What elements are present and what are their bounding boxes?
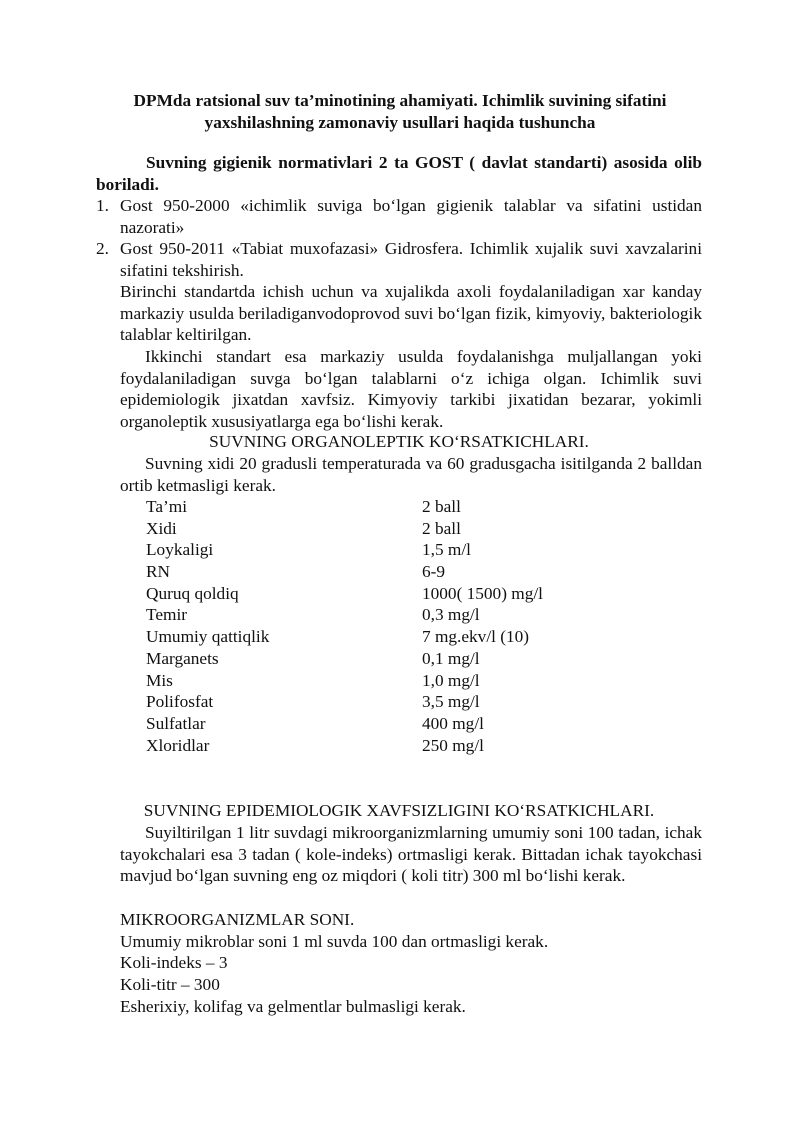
intro-paragraph: Suvning gigienik normativlari 2 ta GOST ( davlat standarti) asosida olib boriladi. (96, 153, 702, 194)
gost-list (96, 195, 702, 282)
list-number: 2. (96, 239, 109, 259)
list-number: 1. (96, 196, 109, 215)
organoleptic-heading: SUVNING ORGANOLEPTIK KO‘RSATKICHLARI. (209, 432, 589, 451)
indicator-value: 1,0 mg/l (422, 670, 480, 690)
microorganisms-line: Koli-indeks – 3 (120, 953, 228, 972)
table-row (146, 670, 596, 692)
indicators-table (146, 496, 596, 756)
list-item-text: Gost 950-2000 «ichimlik suviga bo‘lgan gigienik talablar va sifatini ustidan nazorati» (120, 196, 702, 237)
indicator-name: Umumiy qattiqlik (146, 627, 270, 647)
table-row (146, 713, 596, 735)
title-line-1: DPMda ratsional suv ta’minotining ahamiyati. Ichimlik suvining sifatini (133, 91, 667, 110)
table-row (146, 691, 596, 713)
indicator-name: Polifosfat (146, 692, 214, 712)
table-row (146, 539, 596, 561)
first-standard-paragraph: Birinchi standartda ichish uchun va xujalikda axoli foydalaniladigan xar kanday markaziy usulda beriladiganvodoprovod suvi bo‘lgan fizik, kimyoviy, bakteriologik talablar keltirilgan. (120, 282, 702, 345)
list-item (96, 238, 702, 281)
indicator-value: 0,1 mg/l (422, 648, 480, 668)
indicator-value: 6-9 (422, 562, 446, 582)
indicator-name: Sulfatlar (146, 713, 206, 733)
list-item-text: Gost 950-2011 «Tabiat muxofazasi» Gidrosfera. Ichimlik xujalik suvi xavzalarini sifatini tekshirish. (120, 239, 702, 281)
microorganisms-line: Esherixiy, kolifag va gelmentlar bulmasligi kerak. (120, 997, 466, 1016)
indicator-value: 2 ball (422, 497, 461, 516)
indicator-name: Loykaligi (146, 540, 214, 560)
second-standard-paragraph: Ikkinchi standart esa markaziy usulda foydalanishga muljallangan yoki foydalaniladigan suvga bo‘lgan talablarni o‘z ichiga olgan. Ichimlik suvi epidemiologik jixatdan xavfsiz. Kimyoviy tarkibi jixatidan bezarar, yokimli organoleptik xususiyatlarga ega bo‘lishi kerak. (120, 347, 702, 432)
table-row (146, 583, 596, 605)
microorganisms-heading: MIKROORGANIZMLAR SONI. (120, 910, 355, 929)
organoleptic-paragraph: Suvning xidi 20 gradusli temperaturada va 60 gradusgacha isitilganda 2 balldan ortib ketmasligi kerak. (120, 454, 702, 495)
indicator-value: 3,5 mg/l (422, 692, 480, 712)
epidemiologic-paragraph: Suyiltirilgan 1 litr suvdagi mikroorganizmlarning umumiy soni 100 tadan, ichak tayokchalari esa 3 tadan ( kole-indeks) ortmasligi kerak. Bittadan ichak tayokchasi mavjud bo‘lgan suvning eng oz miqdori ( koli titr) 300 ml bo‘lishi kerak. (120, 823, 702, 886)
table-row (146, 561, 596, 583)
indicator-value: 7 mg.ekv/l (10) (422, 627, 530, 647)
indicator-value: 2 ball (422, 518, 461, 538)
document-title (100, 90, 700, 134)
table-row (146, 604, 596, 626)
table-row (146, 518, 596, 540)
indicator-name: Mis (146, 670, 173, 690)
epidemiologic-heading: SUVNING EPIDEMIOLOGIK XAVFSIZLIGINI KO‘RSATKICHLARI. (143, 801, 655, 820)
microorganisms-line: Koli-titr – 300 (120, 975, 220, 994)
indicator-value: 1000( 1500) mg/l (422, 583, 543, 603)
indicator-value: 250 mg/l (422, 735, 484, 755)
indicator-name: Xidi (146, 518, 177, 538)
table-row (146, 648, 596, 670)
indicator-name: Temir (146, 605, 188, 625)
indicator-name: Quruq qoldiq (146, 583, 239, 603)
indicator-name: RN (146, 562, 171, 582)
table-row (146, 496, 596, 518)
indicator-name: Xloridlar (146, 735, 210, 755)
table-row (146, 626, 596, 648)
indicator-name: Marganets (146, 648, 219, 668)
indicator-name: Ta’mi (146, 497, 188, 516)
indicator-value: 0,3 mg/l (422, 605, 480, 625)
table-row (146, 735, 596, 757)
list-item (96, 195, 702, 238)
indicator-value: 400 mg/l (422, 713, 484, 733)
title-line-2: yaxshilashning zamonaviy usullari haqida tushuncha (204, 113, 596, 132)
indicator-value: 1,5 m/l (422, 540, 471, 560)
microorganisms-line: Umumiy mikroblar soni 1 ml suvda 100 dan ortmasligi kerak. (120, 932, 549, 951)
